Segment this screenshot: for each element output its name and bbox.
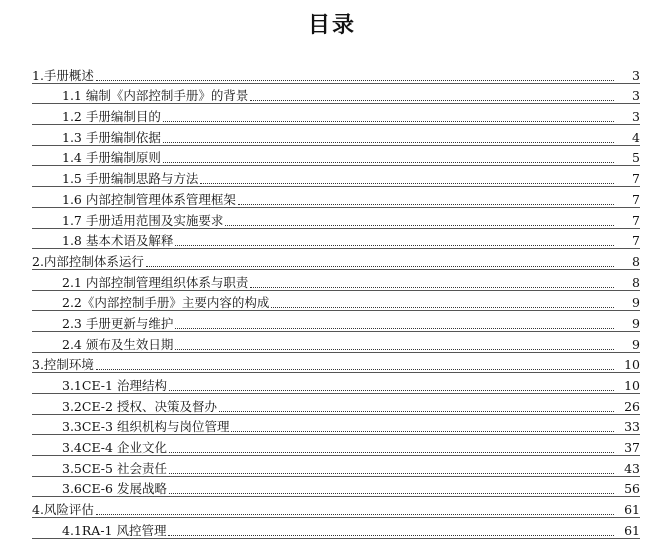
toc-entry-title: 3.3CE-3 组织机构与岗位管理 — [62, 419, 230, 435]
toc-entry-title: 2.4 颁布及生效日期 — [62, 336, 174, 352]
toc-page-number: 56 — [624, 481, 640, 497]
dot-leader — [96, 368, 614, 370]
dot-leader — [163, 120, 614, 122]
toc-entry-title: 1.6 内部控制管理体系管理框架 — [62, 191, 236, 207]
toc-entry-title: 1.4 手册编制原则 — [62, 150, 161, 166]
toc-section-entry[interactable] — [0, 229, 664, 250]
toc-section-entry[interactable] — [0, 415, 664, 436]
toc-entry-title: 3.5CE-5 社会责任 — [62, 460, 167, 476]
toc-chapter-entry[interactable] — [0, 353, 664, 374]
toc-entry-title: 4.风险评估 — [32, 502, 94, 518]
dot-leader — [169, 451, 614, 453]
toc-page-number: 4 — [632, 129, 640, 145]
toc-entry-title: 1.7 手册适用范围及实施要求 — [62, 212, 224, 228]
toc-page-number: 9 — [632, 336, 640, 352]
toc-page-number: 61 — [624, 502, 640, 518]
toc-page-number: 37 — [624, 440, 640, 456]
toc-page-number: 3 — [632, 88, 640, 104]
toc-section-entry[interactable] — [0, 270, 664, 291]
toc-chapter-entry[interactable] — [0, 63, 664, 84]
dot-leader — [169, 492, 614, 494]
toc-chapter-entry[interactable] — [0, 249, 664, 270]
dot-leader — [96, 79, 614, 81]
toc-page-number: 7 — [632, 191, 640, 207]
dot-leader — [163, 141, 614, 143]
toc-entry-title: 3.1CE-1 治理结构 — [62, 378, 167, 393]
toc-section-entry[interactable] — [0, 208, 664, 229]
toc-entry-title: 1.1 编制《内部控制手册》的背景 — [62, 88, 249, 104]
toc-chapter-entry[interactable] — [0, 497, 664, 518]
dot-leader — [250, 286, 614, 288]
toc-section-entry[interactable] — [0, 311, 664, 332]
toc-section-entry[interactable] — [0, 125, 664, 146]
toc-section-entry[interactable] — [0, 394, 664, 415]
toc-entry-title: 1.手册概述 — [32, 67, 94, 83]
toc-page-number: 26 — [624, 398, 640, 414]
toc-page-number: 5 — [632, 150, 640, 166]
toc-page-number: 8 — [632, 274, 640, 290]
toc-page-number: 3 — [632, 109, 640, 125]
toc-section-entry[interactable] — [0, 291, 664, 312]
toc-entry-title: 2.3 手册更新与维护 — [62, 315, 174, 331]
dot-leader — [250, 99, 614, 101]
dot-leader — [96, 513, 614, 515]
toc-page-number: 9 — [632, 315, 640, 331]
dot-leader — [175, 244, 614, 246]
entry-underline — [32, 538, 640, 539]
dot-leader — [146, 265, 614, 267]
toc-page-number: 10 — [624, 378, 640, 393]
toc-section-entry[interactable] — [0, 146, 664, 167]
dot-leader — [238, 203, 614, 205]
toc-section-entry[interactable] — [0, 84, 664, 105]
toc-entry-title: 1.5 手册编制思路与方法 — [62, 171, 199, 187]
dot-leader — [168, 534, 614, 536]
toc-section-entry[interactable] — [0, 373, 664, 394]
toc-list — [0, 63, 664, 539]
dot-leader — [169, 389, 614, 391]
toc-entry-title: 2.1 内部控制管理组织体系与职责 — [62, 274, 249, 290]
dot-leader — [225, 224, 614, 226]
toc-section-entry[interactable] — [0, 104, 664, 125]
dot-leader — [200, 182, 614, 184]
toc-entry-title: 3.6CE-6 发展战略 — [62, 481, 167, 497]
toc-page-number: 7 — [632, 212, 640, 228]
toc-section-entry[interactable] — [0, 332, 664, 353]
dot-leader — [231, 430, 614, 432]
toc-entry-title: 1.8 基本术语及解释 — [62, 233, 174, 249]
toc-title: 目录 — [307, 13, 356, 38]
toc-entry-title: 2.内部控制体系运行 — [32, 253, 144, 269]
toc-page-number: 10 — [624, 357, 640, 373]
toc-page-number: 33 — [624, 419, 640, 435]
toc-section-entry[interactable] — [0, 518, 664, 539]
toc-entry-title: 4.1RA-1 风控管理 — [62, 522, 167, 538]
dot-leader — [175, 348, 614, 350]
toc-entry-title: 3.2CE-2 授权、决策及督办 — [62, 398, 217, 414]
toc-section-entry[interactable] — [0, 435, 664, 456]
dot-leader — [163, 161, 614, 163]
toc-entry-title: 1.3 手册编制依据 — [62, 129, 161, 145]
toc-section-entry[interactable] — [0, 166, 664, 187]
toc-section-entry[interactable] — [0, 477, 664, 498]
toc-page-number: 7 — [632, 171, 640, 187]
toc-page-number: 9 — [632, 295, 640, 311]
dot-leader — [169, 472, 614, 474]
dot-leader — [175, 327, 614, 329]
toc-page-number: 3 — [632, 67, 640, 83]
dot-leader — [271, 306, 614, 308]
toc-page-number: 8 — [632, 253, 640, 269]
toc-section-entry[interactable] — [0, 187, 664, 208]
toc-entry-title: 3.4CE-4 企业文化 — [62, 440, 167, 456]
toc-page-number: 61 — [624, 522, 640, 538]
toc-entry-title: 3.控制环境 — [32, 357, 94, 373]
toc-page-number: 43 — [624, 460, 640, 476]
dot-leader — [219, 410, 614, 412]
toc-entry-title: 2.2《内部控制手册》主要内容的构成 — [62, 295, 270, 311]
toc-entry-title: 1.2 手册编制目的 — [62, 109, 161, 125]
toc-page-number: 7 — [632, 233, 640, 249]
toc-section-entry[interactable] — [0, 456, 664, 477]
